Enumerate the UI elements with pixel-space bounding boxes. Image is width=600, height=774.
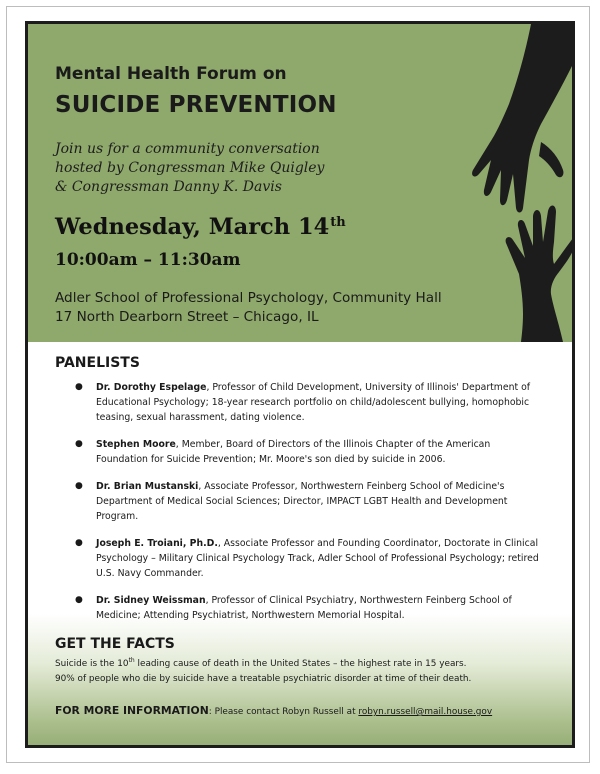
panelist-name: Dr. Brian Mustanski [96, 481, 199, 492]
event-time: 10:00am – 11:30am [55, 250, 241, 270]
intro-line: Join us for a community conversation [55, 141, 320, 157]
flyer [25, 21, 575, 748]
contact-text: : Please contact Robyn Russell at [208, 707, 359, 717]
venue-line: Adler School of Professional Psychology, Community Hall [55, 290, 442, 306]
event-title-line1: Mental Health Forum on [55, 64, 287, 84]
venue-line: 17 North Dearborn Street – Chicago, IL [55, 309, 319, 325]
panelist-description: , Associate Professor, Northwestern Feinberg School of Medicine's Department of Medical Social Sciences; Director, IMPACT LGBT Health and Development Program. [96, 481, 508, 522]
panelist-description: , Professor of Clinical Psychiatry, Northwestern Feinberg School of Medicine; Attending Psychiatrist, Northwestern Memorial Hospital. [96, 595, 512, 621]
event-date-suffix: th [330, 214, 346, 230]
list-item [75, 437, 545, 467]
panelist-description: , Member, Board of Directors of the Illinois Chapter of the American Foundation for Suicide Prevention; Mr. Moore's son died by suicide in 2006. [96, 439, 491, 465]
bullet-icon: ● [75, 481, 83, 491]
panelist-name: Dr. Sidney Weissman [96, 595, 206, 606]
list-item [75, 593, 545, 623]
panelist-name: Dr. Dorothy Espelage [96, 382, 207, 393]
event-date-text: Wednesday, March 14 [55, 214, 330, 240]
fact-line-1: Suicide is the 10 [55, 659, 129, 669]
list-item [75, 380, 545, 425]
facts-heading: GET THE FACTS [55, 636, 175, 652]
event-venue [55, 289, 442, 327]
list-item [75, 479, 545, 524]
event-date [55, 214, 346, 240]
bullet-icon: ● [75, 595, 83, 605]
panelists-heading: PANELISTS [55, 355, 140, 371]
panelist-description: , Professor of Child Development, University of Illinois' Department of Educational Psychology; 18-year research portfolio on child/adolescent bullying, homophobic teasing, sexual harassment, dating violence. [96, 382, 531, 423]
panelist-description: , Associate Professor and Founding Coordinator, Doctorate in Clinical Psychology – Military Clinical Psychology Track, Adler School of Professional Psychology; retired U.S. Navy Commander. [96, 538, 539, 579]
header-banner [28, 24, 572, 342]
contact-info [55, 704, 492, 717]
panelists-list [75, 380, 545, 635]
bullet-icon: ● [75, 538, 83, 548]
contact-label: FOR MORE INFORMATION [55, 704, 209, 717]
fact-line-1-sup: th [128, 657, 135, 665]
list-item [75, 536, 545, 581]
fact-line-2: 90% of people who die by suicide have a treatable psychiatric disorder at time of their death. [55, 674, 472, 684]
panelist-name: Joseph E. Troiani, Ph.D. [96, 538, 218, 549]
intro-line: hosted by Congressman Mike Quigley [55, 160, 325, 176]
facts-text [55, 657, 555, 687]
bullet-icon: ● [75, 439, 83, 449]
event-intro [55, 140, 395, 197]
contact-email-link[interactable]: robyn.russell@mail.house.gov [358, 707, 493, 717]
event-title: SUICIDE PREVENTION [55, 92, 337, 118]
bullet-icon: ● [75, 382, 83, 392]
panelist-name: Stephen Moore [96, 439, 176, 450]
fact-line-1-rest: leading cause of death in the United States – the highest rate in 15 years. [134, 659, 467, 669]
intro-line: & Congressman Danny K. Davis [55, 179, 282, 195]
